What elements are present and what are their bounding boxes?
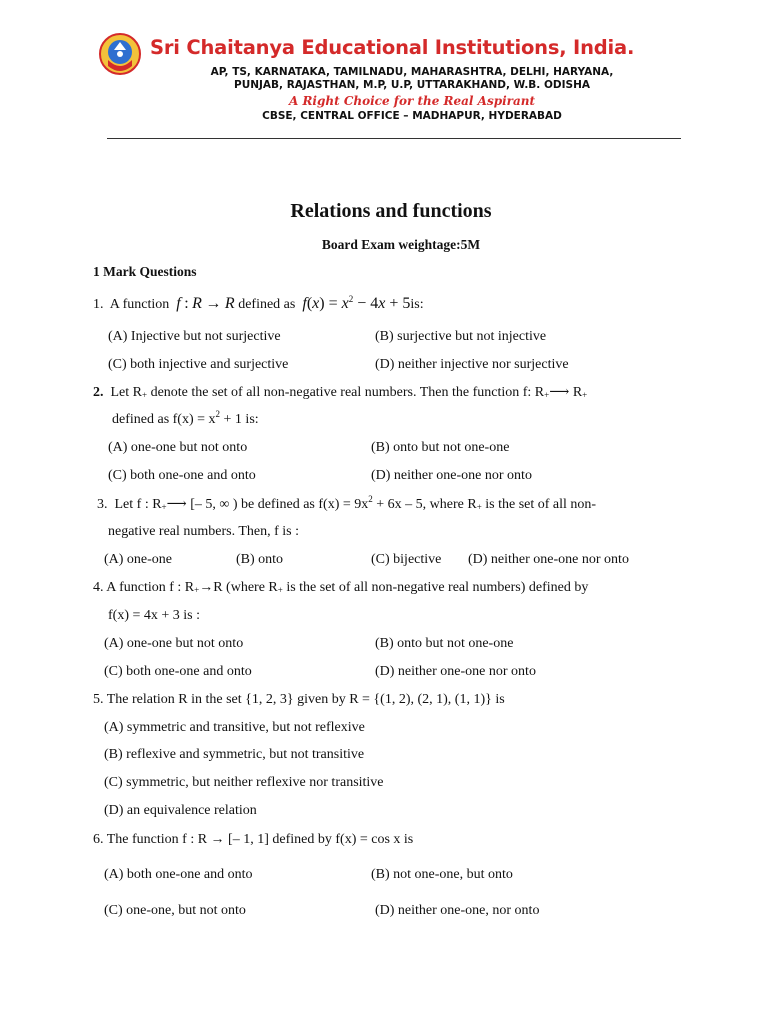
- document-title: Relations and functions: [290, 200, 492, 222]
- option-d: (D) neither injective nor surjective: [375, 357, 569, 372]
- question-number: 1.: [93, 297, 104, 312]
- question-5: 5. The relation R in the set {1, 2, 3} given by R = {(1, 2), (2, 1), (1, 1)} is: [93, 692, 505, 707]
- question-6: 6. The function f : R → [– 1, 1] defined by f(x) = cos x is: [93, 832, 414, 847]
- question-1: 1. A function f : R → R defined as $f(x) = x^2 - 4x + 5is$:: [93, 294, 424, 312]
- question-3-continued: negative real numbers. Then, f is :: [108, 524, 300, 539]
- option-a: (A) one-one but not onto: [108, 440, 248, 455]
- math-expression: f: [176, 295, 181, 312]
- institution-name: Sri Chaitanya Educational Institutions, India.: [150, 36, 635, 59]
- states-line-2: PUNJAB, RAJASTHAN, M.P, U.P, UTTARAKHAND, W.B. ODISHA: [234, 79, 590, 91]
- option-c: (C) one-one, but not onto: [104, 903, 246, 918]
- option-a: (A) one-one but not onto: [104, 636, 244, 651]
- header-divider: [107, 138, 681, 139]
- question-number: 6.: [93, 832, 104, 847]
- option-a: (A) one-one: [104, 552, 173, 567]
- option-c: (C) both one-one and onto: [108, 468, 256, 483]
- option-b: (B) onto: [236, 552, 284, 567]
- option-b: (B) onto but not one-one: [371, 440, 510, 455]
- math-expression: f: [302, 295, 307, 312]
- question-3: 3. Let f : $R_+⟶$ [– 5, ∞ ) be defined as $f(x) = 9x^2 + 6x - 5$, where $R_+$ is the set of all non-: [97, 494, 597, 512]
- question-4: 4. A function f : $R_+\to R$ (where $R_+$ is the set of all non-negative real numbers) defined by: [93, 580, 589, 595]
- option-d: (D) neither one-one nor onto: [468, 552, 629, 567]
- question-2-continued: defined as $f(x) = x^2 + 1$ is:: [112, 409, 259, 427]
- option-b: (B) onto but not one-one: [375, 636, 514, 651]
- option-c: (C) bijective: [371, 552, 442, 567]
- option-d: (D) neither one-one, nor onto: [375, 903, 540, 918]
- question-text: is:: [410, 297, 424, 312]
- states-line-1: AP, TS, KARNATAKA, TAMILNADU, MAHARASHTRA, DELHI, HARYANA,: [210, 66, 614, 78]
- question-2: 2. Let $R_+$ denote the set of all non-negative real numbers. Then the function f: $R_+⟶$ $R_+$: [93, 385, 588, 400]
- section-heading: 1 Mark Questions: [93, 264, 197, 279]
- option-a: (A) symmetric and transitive, but not reflexive: [104, 720, 365, 735]
- question-text: defined as: [238, 297, 296, 312]
- central-office: CBSE, CENTRAL OFFICE – MADHAPUR, HYDERABAD: [262, 110, 562, 122]
- tagline: A Right Choice for the Real Aspirant: [288, 94, 536, 108]
- option-b: (B) not one-one, but onto: [371, 867, 513, 882]
- option-a: (A) Injective but not surjective: [108, 329, 281, 344]
- option-c: (C) symmetric, but neither reflexive nor transitive: [104, 775, 384, 790]
- option-c: (C) both one-one and onto: [104, 664, 252, 679]
- option-c: (C) both injective and surjective: [108, 357, 289, 372]
- question-number: 5.: [93, 692, 104, 707]
- question-4-continued: f(x) = 4x + 3 is :: [108, 608, 201, 623]
- question-text: A function: [109, 297, 170, 312]
- question-number: 3.: [97, 497, 108, 512]
- option-b: (B) surjective but not injective: [375, 329, 547, 344]
- letterhead: [0, 28, 768, 128]
- option-d: (D) an equivalence relation: [104, 803, 257, 818]
- option-d: (D) neither one-one nor onto: [375, 664, 536, 679]
- question-number: 2.: [93, 385, 104, 400]
- document-subtitle: Board Exam weightage:5M: [321, 237, 481, 252]
- option-b: (B) reflexive and symmetric, but not transitive: [104, 747, 365, 762]
- option-a: (A) both one-one and onto: [104, 867, 253, 882]
- question-number: 4.: [93, 580, 104, 595]
- option-d: (D) neither one-one nor onto: [371, 468, 532, 483]
